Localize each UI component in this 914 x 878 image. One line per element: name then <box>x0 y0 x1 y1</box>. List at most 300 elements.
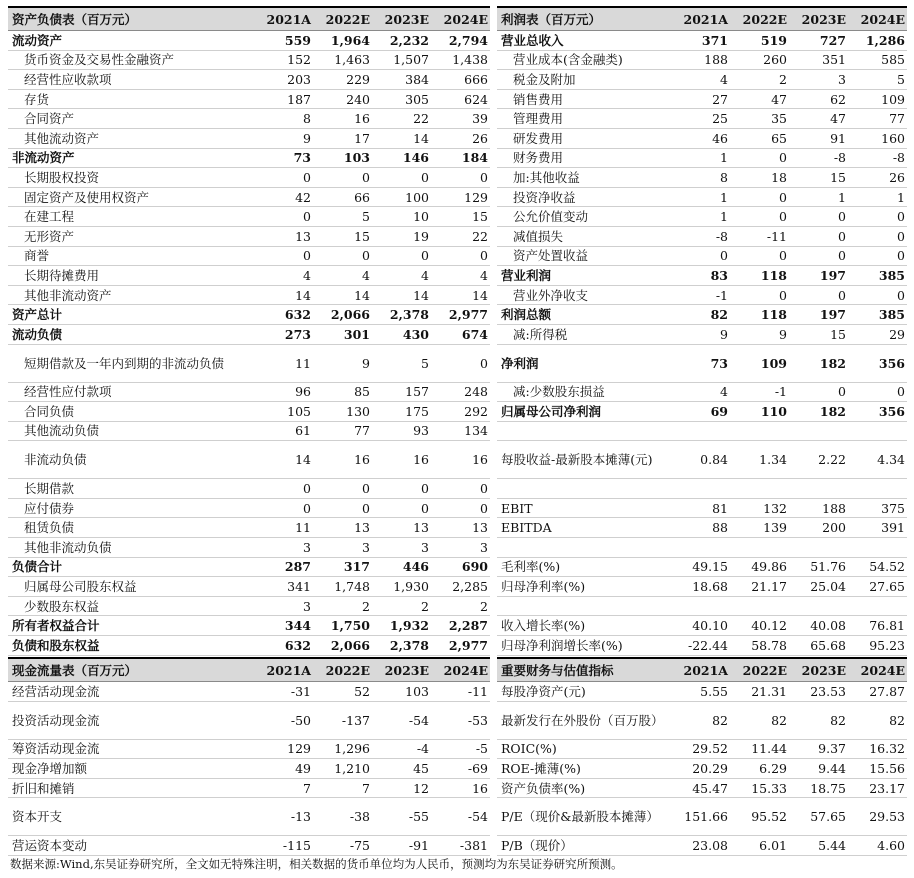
row-value: 188 <box>704 52 728 68</box>
row-value: 21.17 <box>751 579 787 595</box>
row-value: 73 <box>710 355 728 371</box>
row-value: 4 <box>480 267 488 283</box>
table-header <box>497 8 907 31</box>
data-source-footnote: 数据来源:Wind,东吴证券研究所，全文如无特殊注明，相关数据的货币单位均为人民币，预测均为东吴证券研究所预测。 <box>10 857 623 871</box>
table-row <box>497 325 907 345</box>
row-value: 2 <box>480 598 488 614</box>
table-row <box>497 383 907 403</box>
row-value: 4 <box>303 267 311 283</box>
row-label: EBIT <box>501 500 533 516</box>
row-value: 4 <box>720 71 728 87</box>
row-value: 632 <box>284 637 311 653</box>
table-row <box>8 345 490 383</box>
row-value: 0 <box>779 189 787 205</box>
row-value: -8 <box>833 150 846 166</box>
row-label: 筹资活动现金流 <box>12 741 100 757</box>
row-value: 49.15 <box>692 559 728 575</box>
row-value: 77 <box>354 423 370 439</box>
row-value: 1,930 <box>393 579 429 595</box>
row-value: 2,378 <box>389 307 429 323</box>
row-label: 应付债券 <box>24 500 75 516</box>
row-value: 4 <box>720 384 728 400</box>
row-label: 公允价值变动 <box>513 209 589 225</box>
row-value: 82 <box>889 712 905 728</box>
row-value: 23.53 <box>810 683 846 699</box>
table-row <box>8 31 490 51</box>
row-value: 15 <box>472 209 488 225</box>
row-value: -381 <box>459 838 488 854</box>
row-value: -1 <box>774 384 787 400</box>
row-value: 110 <box>760 403 787 419</box>
row-value: 184 <box>461 150 488 166</box>
year-header: 2021A <box>266 662 311 678</box>
row-label: 长期待摊费用 <box>24 267 100 283</box>
table-row <box>8 109 490 129</box>
row-value: 47 <box>830 111 846 127</box>
table-row <box>8 441 490 479</box>
table-row <box>497 558 907 578</box>
row-value: 391 <box>881 520 905 536</box>
year-header: 2024E <box>860 662 905 678</box>
row-value: 103 <box>343 150 370 166</box>
row-value: 0 <box>720 248 728 264</box>
row-value: 14 <box>295 452 311 468</box>
table-title: 重要财务与估值指标 <box>501 662 614 678</box>
row-value: 23.17 <box>869 780 905 796</box>
row-value: 0 <box>897 228 905 244</box>
row-value: 0 <box>897 248 905 264</box>
row-label: 资产处置收益 <box>513 248 589 264</box>
row-label: 资产总计 <box>12 307 63 323</box>
row-label: 负债和股东权益 <box>12 637 100 653</box>
row-value: 29 <box>889 326 905 342</box>
row-value: 2,977 <box>448 307 488 323</box>
row-value: 0 <box>362 248 370 264</box>
row-value: 2,287 <box>448 618 488 634</box>
row-value: 9 <box>720 326 728 342</box>
table-row <box>497 149 907 169</box>
row-value: 0 <box>838 248 846 264</box>
row-value: 15.33 <box>751 780 787 796</box>
row-label: 每股收益-最新股本摊薄(元) <box>501 452 653 468</box>
row-label: 经营性应收款项 <box>24 71 112 87</box>
income-statement-table <box>497 6 907 656</box>
row-value: 3 <box>303 598 311 614</box>
row-label: 其他非流动负债 <box>24 539 112 555</box>
row-value: 0 <box>480 355 488 371</box>
row-value: 118 <box>760 307 787 323</box>
row-value: 0 <box>779 248 787 264</box>
table-row <box>8 538 490 558</box>
table-row <box>497 51 907 71</box>
row-label: 税金及附加 <box>513 71 576 87</box>
row-label: 长期股权投资 <box>24 169 100 185</box>
row-label: 资本开支 <box>12 809 63 825</box>
row-value: 2.22 <box>818 452 846 468</box>
table-row <box>8 759 490 779</box>
row-label: 长期借款 <box>24 481 75 497</box>
row-label: 无形资产 <box>24 228 75 244</box>
row-value: 371 <box>701 32 728 48</box>
row-value: 13 <box>413 520 429 536</box>
row-value: 46 <box>712 130 728 146</box>
row-value: 95.52 <box>751 809 787 825</box>
row-label: 其他流动负债 <box>24 423 100 439</box>
row-value: 9 <box>779 326 787 342</box>
row-label: 合同负债 <box>24 403 75 419</box>
row-value: 260 <box>763 52 787 68</box>
table-row <box>8 149 490 169</box>
row-label: P/E（现价&最新股本摊薄） <box>501 809 659 825</box>
row-value: 585 <box>881 52 905 68</box>
row-value: 103 <box>405 683 429 699</box>
row-value: 229 <box>346 71 370 87</box>
row-value: 18.75 <box>810 780 846 796</box>
table-row <box>497 188 907 208</box>
row-value: 61 <box>295 423 311 439</box>
row-value: 13 <box>354 520 370 536</box>
table-row <box>497 305 907 325</box>
row-label: 短期借款及一年内到期的非流动负债 <box>24 355 225 371</box>
row-value: 317 <box>343 559 370 575</box>
row-value: 2,977 <box>448 637 488 653</box>
year-header: 2024E <box>443 11 488 27</box>
row-value: 0.84 <box>700 452 728 468</box>
row-value: -75 <box>349 838 370 854</box>
row-value: 0 <box>779 287 787 303</box>
row-value: 666 <box>464 71 488 87</box>
table-row <box>497 636 907 656</box>
row-label: 商誉 <box>24 248 50 264</box>
table-row <box>8 247 490 267</box>
row-value: 95.23 <box>869 637 905 653</box>
row-value: 49.86 <box>751 559 787 575</box>
row-value: 22 <box>413 111 429 127</box>
row-value: 52 <box>354 683 370 699</box>
row-value: 81 <box>712 500 728 516</box>
row-value: 8 <box>720 169 728 185</box>
year-header: 2021A <box>266 11 311 27</box>
row-value: 16 <box>472 780 488 796</box>
table-row <box>497 682 907 702</box>
row-value: 15 <box>830 169 846 185</box>
row-label: 归属母公司净利润 <box>501 403 602 419</box>
row-value: 0 <box>480 500 488 516</box>
table-row <box>497 422 907 442</box>
row-value: 1,964 <box>330 32 370 48</box>
row-value: 375 <box>881 500 905 516</box>
row-value: 134 <box>464 423 488 439</box>
row-label: 减:所得税 <box>513 326 568 342</box>
row-value: 42 <box>295 189 311 205</box>
row-value: 1.34 <box>759 452 787 468</box>
row-value: 5 <box>421 355 429 371</box>
row-value: 5.44 <box>818 838 846 854</box>
row-value: 4 <box>421 267 429 283</box>
row-value: 57.65 <box>810 809 846 825</box>
table-row <box>8 577 490 597</box>
row-value: 3 <box>421 539 429 555</box>
row-value: 727 <box>819 32 846 48</box>
row-value: 3 <box>838 71 846 87</box>
row-value: -22.44 <box>687 637 728 653</box>
row-value: 2,066 <box>330 307 370 323</box>
row-label: 少数股东权益 <box>24 598 100 614</box>
row-value: 77 <box>889 111 905 127</box>
row-value: -55 <box>408 809 429 825</box>
row-value: 146 <box>402 150 429 166</box>
row-value: 157 <box>405 384 429 400</box>
row-value: 0 <box>303 209 311 225</box>
row-value: -5 <box>475 741 488 757</box>
row-label: 营业外净收支 <box>513 287 589 303</box>
row-value: 384 <box>405 71 429 87</box>
row-value: -54 <box>408 712 429 728</box>
row-value: 248 <box>464 384 488 400</box>
table-row <box>8 305 490 325</box>
table-row <box>8 636 490 656</box>
row-value: -137 <box>341 712 370 728</box>
table-row <box>497 740 907 760</box>
row-label: 其他流动资产 <box>24 130 100 146</box>
row-label: 收入增长率(%) <box>501 618 586 634</box>
table-row <box>8 479 490 499</box>
row-value: 40.08 <box>810 618 846 634</box>
row-value: 1,463 <box>334 52 370 68</box>
row-value: 2 <box>421 598 429 614</box>
table-row <box>497 441 907 479</box>
row-value: 130 <box>346 403 370 419</box>
row-label: 所有者权益合计 <box>12 618 100 634</box>
row-value: 6.29 <box>759 760 787 776</box>
row-value: 25.04 <box>810 579 846 595</box>
table-row <box>8 168 490 188</box>
row-value: 182 <box>819 355 846 371</box>
row-label: 财务费用 <box>513 150 564 166</box>
row-value: 40.10 <box>692 618 728 634</box>
row-label: 现金净增加额 <box>12 760 88 776</box>
row-value: 23.08 <box>692 838 728 854</box>
table-row <box>497 31 907 51</box>
table-row <box>497 266 907 286</box>
row-value: -31 <box>290 683 311 699</box>
row-value: 4 <box>362 267 370 283</box>
row-value: 49 <box>295 760 311 776</box>
row-value: 0 <box>362 481 370 497</box>
table-row <box>497 577 907 597</box>
row-value: 674 <box>461 326 488 342</box>
row-value: 341 <box>287 579 311 595</box>
row-value: 273 <box>284 326 311 342</box>
row-value: 9.44 <box>818 760 846 776</box>
row-value: 187 <box>287 91 311 107</box>
year-header: 2022E <box>742 11 787 27</box>
row-value: 1 <box>720 189 728 205</box>
year-header: 2022E <box>325 11 370 27</box>
table-title: 现金流量表（百万元） <box>12 662 138 678</box>
row-value: 82 <box>712 712 728 728</box>
table-row <box>8 402 490 422</box>
row-value: 118 <box>760 267 787 283</box>
table-row <box>8 779 490 799</box>
row-label: 归母净利润增长率(%) <box>501 637 623 653</box>
row-value: 7 <box>362 780 370 796</box>
table-row <box>8 266 490 286</box>
table-row <box>497 345 907 383</box>
table-row <box>8 90 490 110</box>
row-value: -11 <box>467 683 488 699</box>
row-value: 66 <box>354 189 370 205</box>
row-value: 0 <box>897 384 905 400</box>
row-value: 0 <box>897 287 905 303</box>
table-row <box>497 798 907 836</box>
row-label: 其他非流动资产 <box>24 287 112 303</box>
row-value: 129 <box>287 741 311 757</box>
row-value: 45.47 <box>692 780 728 796</box>
table-row <box>497 247 907 267</box>
row-value: -50 <box>290 712 311 728</box>
row-value: 2,066 <box>330 637 370 653</box>
row-value: 29.53 <box>869 809 905 825</box>
row-label: 营业利润 <box>501 267 552 283</box>
row-value: -69 <box>467 760 488 776</box>
table-row <box>497 759 907 779</box>
row-value: -8 <box>892 150 905 166</box>
row-value: 10 <box>413 209 429 225</box>
table-row <box>8 286 490 306</box>
table-header <box>497 659 907 682</box>
row-value: 27.65 <box>869 579 905 595</box>
row-value: 0 <box>480 169 488 185</box>
row-value: 0 <box>779 209 787 225</box>
row-value: 151.66 <box>684 809 728 825</box>
row-value: -53 <box>467 712 488 728</box>
row-label: EBITDA <box>501 520 552 536</box>
row-value: 430 <box>402 326 429 342</box>
row-value: 6.01 <box>759 838 787 854</box>
row-value: 15 <box>354 228 370 244</box>
row-value: 83 <box>710 267 728 283</box>
row-value: 129 <box>464 189 488 205</box>
table-row <box>497 90 907 110</box>
row-value: 51.76 <box>810 559 846 575</box>
row-value: 519 <box>760 32 787 48</box>
row-value: 11 <box>295 355 311 371</box>
row-label: 经营性应付款项 <box>24 384 112 400</box>
row-value: 13 <box>472 520 488 536</box>
row-value: 1 <box>897 189 905 205</box>
row-value: 105 <box>287 403 311 419</box>
row-label: 利润总额 <box>501 307 552 323</box>
row-label: ROIC(%) <box>501 741 557 757</box>
row-label: 货币资金及交易性金融资产 <box>24 52 175 68</box>
row-value: 82 <box>710 307 728 323</box>
row-value: 305 <box>405 91 429 107</box>
table-row <box>8 207 490 227</box>
year-header: 2023E <box>801 11 846 27</box>
table-row <box>497 227 907 247</box>
row-value: 14 <box>295 287 311 303</box>
row-value: 9.37 <box>818 741 846 757</box>
row-label: 非流动负债 <box>24 452 87 468</box>
balance-sheet-table <box>8 6 490 656</box>
table-row <box>8 499 490 519</box>
row-value: 160 <box>881 130 905 146</box>
row-value: 91 <box>830 130 846 146</box>
table-row <box>497 499 907 519</box>
row-label: 销售费用 <box>513 91 564 107</box>
row-value: 0 <box>421 169 429 185</box>
row-value: 3 <box>480 539 488 555</box>
row-value: 11 <box>295 520 311 536</box>
row-value: 2 <box>362 598 370 614</box>
row-value: 96 <box>295 384 311 400</box>
year-header: 2023E <box>384 662 429 678</box>
row-value: 16.32 <box>869 741 905 757</box>
row-value: 152 <box>287 52 311 68</box>
row-label: 流动资产 <box>12 32 63 48</box>
row-value: -8 <box>715 228 728 244</box>
row-value: 14 <box>472 287 488 303</box>
row-value: 65 <box>771 130 787 146</box>
row-value: 1,748 <box>334 579 370 595</box>
row-value: 27 <box>712 91 728 107</box>
row-value: 22 <box>472 228 488 244</box>
row-label: 每股净资产(元) <box>501 683 586 699</box>
row-value: 88 <box>712 520 728 536</box>
row-value: 58.78 <box>751 637 787 653</box>
row-value: 3 <box>303 539 311 555</box>
table-row <box>8 836 490 856</box>
row-value: 2 <box>779 71 787 87</box>
row-value: 200 <box>822 520 846 536</box>
row-value: 82 <box>830 712 846 728</box>
table-row <box>497 168 907 188</box>
row-label: 固定资产及使用权资产 <box>24 189 150 205</box>
row-value: 139 <box>763 520 787 536</box>
row-label: 投资活动现金流 <box>12 712 100 728</box>
table-row <box>497 779 907 799</box>
row-value: 0 <box>779 150 787 166</box>
row-value: 2,378 <box>389 637 429 653</box>
row-value: 1,286 <box>865 32 905 48</box>
row-label: 营业成本(含金融类) <box>513 52 623 68</box>
row-value: 45 <box>413 760 429 776</box>
year-header: 2023E <box>384 11 429 27</box>
row-value: 0 <box>303 481 311 497</box>
row-label: 减值损失 <box>513 228 564 244</box>
row-value: 29.52 <box>692 741 728 757</box>
key-metrics-table <box>497 657 907 856</box>
row-value: 16 <box>354 111 370 127</box>
row-value: 20.29 <box>692 760 728 776</box>
row-label: 流动负债 <box>12 326 63 342</box>
row-value: 2,232 <box>389 32 429 48</box>
table-row <box>497 616 907 636</box>
row-label: 减:少数股东损益 <box>513 384 605 400</box>
row-value: 73 <box>293 150 311 166</box>
row-value: 1 <box>720 209 728 225</box>
row-value: 5 <box>362 209 370 225</box>
row-value: 3 <box>362 539 370 555</box>
row-value: 1,932 <box>389 618 429 634</box>
row-label: 营运资本变动 <box>12 838 88 854</box>
row-value: 40.12 <box>751 618 787 634</box>
row-label: 存货 <box>24 91 50 107</box>
table-row <box>8 51 490 71</box>
row-value: 2,285 <box>452 579 488 595</box>
table-row <box>8 597 490 617</box>
